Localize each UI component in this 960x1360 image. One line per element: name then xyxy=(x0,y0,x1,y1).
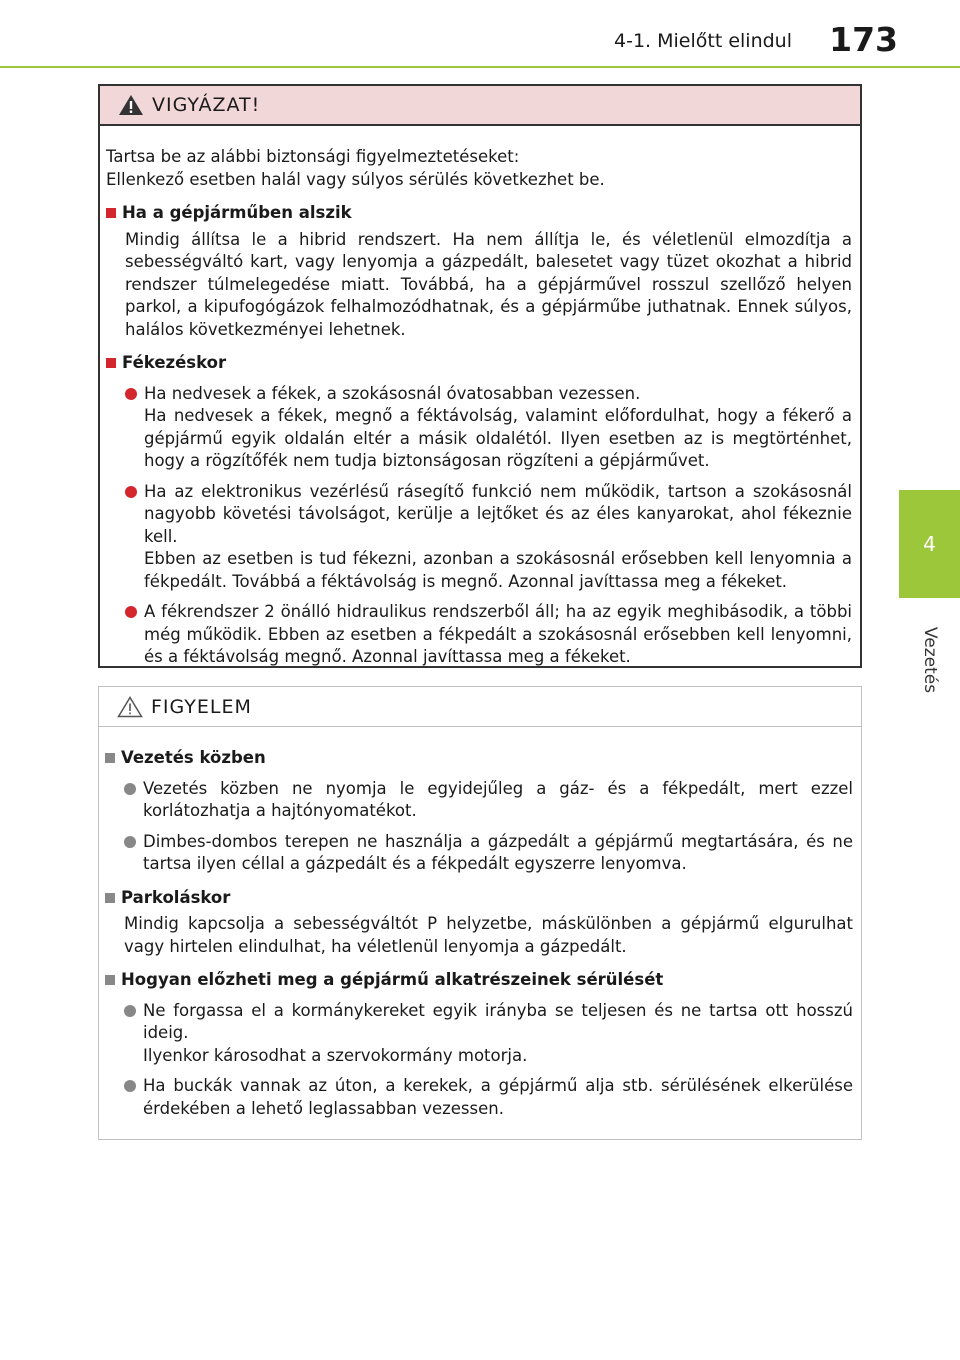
list-item xyxy=(124,1000,853,1068)
section-heading-text: Fékezéskor xyxy=(122,353,227,372)
round-bullet-icon xyxy=(124,836,136,848)
notice-header xyxy=(99,687,861,727)
intro-line: Tartsa be az alábbi biztonsági figyelmeztetéseket: xyxy=(106,147,520,166)
bullet-text: Ne forgassa el a kormánykereket egyik irányba se teljesen és ne tartsa ott hosszú ideig. xyxy=(143,1000,853,1042)
caution-intro xyxy=(106,146,852,191)
section-heading xyxy=(105,969,853,992)
list-item xyxy=(125,383,852,473)
section-heading xyxy=(106,202,852,225)
intro-line: Ellenkező esetben halál vagy súlyos sérülés következhet be. xyxy=(106,169,605,189)
square-bullet-icon xyxy=(105,893,115,903)
section-heading xyxy=(105,887,853,910)
bullet-text: Ha nedvesek a fékek, megnő a féktávolság, valamint előfordulhat, hogy a fékerő a gépjármű egyik oldalán eltér a másik oldalétól. Ilyen esetben az is megtörténhet, hogy a rögzítőfék nem tudja biztonságosan rögzíteni a gépjárművet. xyxy=(144,406,852,470)
round-bullet-icon xyxy=(124,1005,136,1017)
section-heading xyxy=(105,747,853,770)
page-number: 173 xyxy=(829,20,898,59)
notice-title: FIGYELEM xyxy=(151,695,252,718)
list-item xyxy=(124,1075,853,1120)
header-section-title: 4-1. Mielőtt elindul xyxy=(614,30,792,52)
square-bullet-icon xyxy=(105,975,115,985)
bullet-text: Dimbes-dombos terepen ne használja a gázpedált a gépjármű megtartására, és ne tartsa ilyen céllal a gázpedált és a fékpedált egyszerre lenyomva. xyxy=(143,831,853,873)
list-item xyxy=(124,831,853,876)
caution-title: VIGYÁZAT! xyxy=(152,94,261,116)
round-bullet-icon xyxy=(124,1080,136,1092)
bullet-text: Ha buckák vannak az úton, a kerekek, a gépjármű alja stb. sérülésének elkerülése érdekében a lehető leglassabban vezessen. xyxy=(143,1076,853,1118)
round-bullet-icon xyxy=(124,783,136,795)
chapter-label: Vezetés xyxy=(920,626,940,694)
section-text: Mindig kapcsolja a sebességváltót P helyzetbe, máskülönben a gépjármű elgurulhat vagy hirtelen elindulhat, ha véletlenül lenyomja a gázpedált. xyxy=(124,914,853,956)
notice-box xyxy=(98,686,862,1140)
list-item xyxy=(125,481,852,594)
bullet-text: Ilyenkor károsodhat a szervokormány motorja. xyxy=(143,1045,528,1065)
bullet-text: Ha az elektronikus vezérlésű rásegítő funkció nem működik, tartson a szokásosnál nagyobb követési távolságot, kerülje a lejtőket és az éles kanyarokat, ahol fékeznie kell. xyxy=(144,481,852,546)
square-bullet-icon xyxy=(106,208,116,218)
section-heading-text: Vezetés közben xyxy=(121,748,266,767)
list-item xyxy=(124,778,853,823)
bullet-text: Ha nedvesek a fékek, a szokásosnál óvatosabban vezessen. xyxy=(144,383,641,403)
round-bullet-icon xyxy=(125,388,137,400)
warning-outline-icon xyxy=(117,696,143,718)
chapter-number: 4 xyxy=(923,532,936,556)
warning-icon xyxy=(118,94,144,116)
round-bullet-icon xyxy=(125,486,137,498)
bullet-text: A fékrendszer 2 önálló hidraulikus rendszerből áll; ha az egyik meghibásodik, a többi még működik. Ebben az esetben a fékpedált a szokásosnál erősebben kell lenyomni, és a féktávolság megnő. Azonnal javíttassa meg a fékeket. xyxy=(144,602,852,666)
section-text: Mindig állítsa le a hibrid rendszert. Ha nem állítja le, és véletlenül elmozdítja a sebességváltó kart, vagy lenyomja a gázpedált, balesetet vagy tüzet okozhat a hibrid rendszer túlmelegedése miatt. Továbbá, ha a gépjárművel rosszul szellőző helyen parkol, a kipufogógázok felhalmozódhatnak, és a gépjárműbe juthatnak. Ennek súlyos, halálos következményei lehetnek. xyxy=(125,229,852,339)
chapter-tab[interactable] xyxy=(899,490,960,598)
round-bullet-icon xyxy=(125,606,137,618)
list-item xyxy=(125,601,852,669)
square-bullet-icon xyxy=(105,753,115,763)
bullet-text: Vezetés közben ne nyomja le egyidejűleg a gáz- és a fékpedált, mert ezzel korlátozhatja a hajtónyomatékot. xyxy=(143,778,853,820)
bullet-text: Ebben az esetben is tud fékezni, azonban a szokásosnál erősebben kell lenyomnia a fékpedált. Továbbá a féktávolság is megnő. Azonnal javíttassa meg a fékeket. xyxy=(144,549,852,591)
section-heading-text: Parkoláskor xyxy=(121,887,231,907)
caution-box xyxy=(98,84,862,668)
square-bullet-icon xyxy=(106,358,116,368)
caution-header xyxy=(100,86,860,126)
section-heading-text: Ha a gépjárműben alszik xyxy=(122,203,352,222)
header-rule xyxy=(0,66,960,68)
section-heading xyxy=(106,352,852,375)
section-heading-text: Hogyan előzheti meg a gépjármű alkatrészeinek sérülését xyxy=(121,970,664,989)
